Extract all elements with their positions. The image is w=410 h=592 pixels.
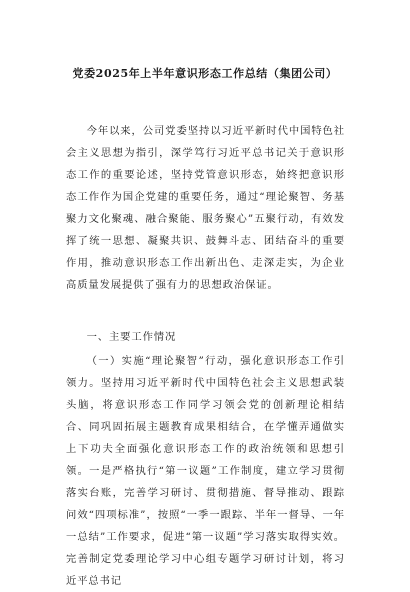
section-heading: 一、主要工作情况	[86, 331, 177, 343]
document-title: 党委2025年上半年意识形态工作总结（集团公司）	[72, 67, 338, 80]
intro-paragraph: 今年以来，公司党委坚持以习近平新时代中国特色社会主义思想为指引，深学笃行习近平总书记关于意识形态工作的重要论述，坚持党管意识形态，始终把意识形态工作作为国企党建的重要任务，通过“理论聚智、务基聚力文化聚魂、融合聚能、服务聚心”五聚行动，有效发挥了统一思想、凝聚共识、鼓舞斗志、团结奋斗的重要作用，推动意识形态工作出新出色、走深走实，为企业高质量发展提供了强有力的思想政治保证。	[66, 125, 345, 291]
subsection-paragraph: （一）实施“理论聚智”行动，强化意识形态工作引领力。坚持用习近平新时代中国特色社会主义思想武装头脑，将意识形态工作同学习领会党的创新理论相结合、同巩固拓展主题教育成果相结合，在学懂弄通做实上下功夫全面强化意识形态工作的政治统领和思想引领。一是严格执行“第一议题”工作制度，建立学习贯彻落实台账，完善学习研讨、贯彻措施、督导推动、跟踪问效“四项标准”，按照“一季一跟踪、半年一督导、一年一总结”工作要求，促进“第一议题”学习落实取得实效。完善制定党委理论学习中心组专题学习研讨计划，将习近平总书记	[66, 355, 345, 587]
